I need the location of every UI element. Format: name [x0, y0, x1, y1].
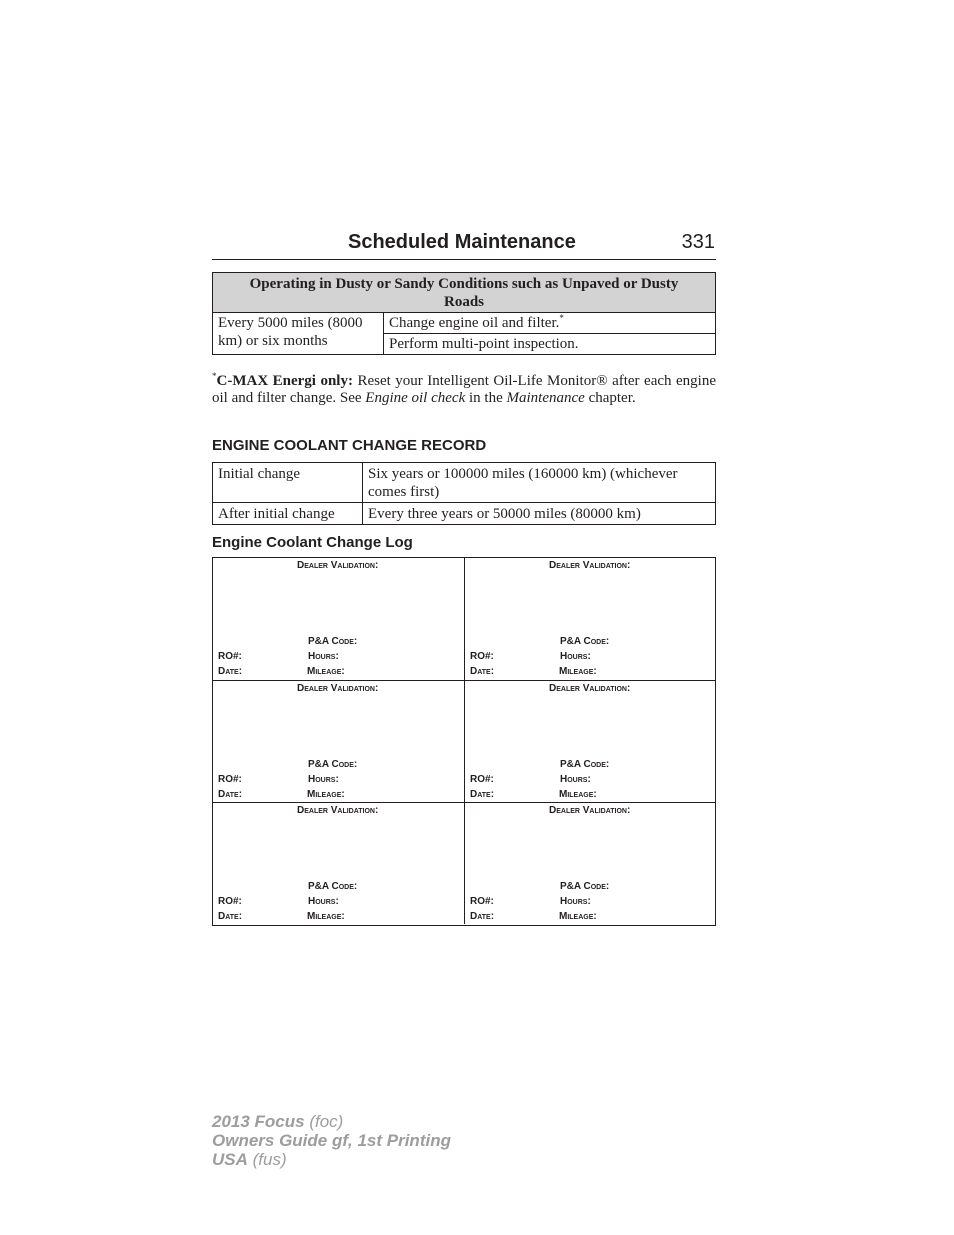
row-label: Initial change	[213, 463, 363, 503]
hours-label: Hours:	[308, 651, 339, 662]
pa-code-label: P&A Code:	[560, 759, 610, 770]
mileage-label: Mileage:	[307, 666, 345, 677]
date-label: Date:	[470, 789, 495, 800]
mileage-label: Mileage:	[559, 911, 597, 922]
section-heading: ENGINE COOLANT CHANGE RECORD	[212, 437, 487, 454]
log-entry	[213, 558, 464, 680]
dealer-validation-label: Dealer Validation:	[549, 683, 631, 694]
log-entry	[213, 802, 464, 924]
hours-label: Hours:	[308, 774, 339, 785]
table-row	[213, 463, 716, 503]
cross-reference: Engine oil check	[365, 390, 466, 406]
footnote-text: in the	[465, 390, 507, 406]
dusty-conditions-table	[212, 272, 716, 355]
mileage-label: Mileage:	[559, 666, 597, 677]
interval-cell: Every 5000 miles (8000 km) or six months	[213, 313, 384, 355]
footer-model-code: (foc)	[309, 1112, 344, 1131]
footnote-lead: C-MAX Energi only:	[216, 373, 353, 389]
page-header	[212, 229, 716, 260]
footer-line	[212, 1112, 451, 1131]
footnote-text: Reset your Intelligent Oil-Life Monitor® after each engine oil and filter change. See	[212, 373, 716, 406]
date-label: Date:	[470, 666, 495, 677]
footer-line	[212, 1131, 451, 1150]
dealer-validation-label: Dealer Validation:	[549, 805, 631, 816]
footer-market: USA	[212, 1150, 248, 1169]
page-number: 331	[681, 231, 715, 253]
row-value: Every three years or 50000 miles (80000 km)	[363, 503, 716, 525]
pa-code-label: P&A Code:	[308, 636, 358, 647]
dealer-validation-label: Dealer Validation:	[297, 560, 379, 571]
pa-code-label: P&A Code:	[308, 759, 358, 770]
date-label: Date:	[470, 911, 495, 922]
ro-label: RO#:	[218, 896, 242, 907]
footnote-marker: *	[212, 371, 217, 381]
task-cell	[384, 313, 716, 334]
hours-label: Hours:	[308, 896, 339, 907]
footer-line	[212, 1150, 451, 1169]
coolant-record-table	[212, 462, 716, 525]
date-label: Date:	[218, 666, 243, 677]
pa-code-label: P&A Code:	[560, 881, 610, 892]
ro-label: RO#:	[470, 651, 494, 662]
dealer-validation-label: Dealer Validation:	[549, 560, 631, 571]
dealer-validation-label: Dealer Validation:	[297, 683, 379, 694]
task-oil-change: Change engine oil and filter.	[389, 315, 560, 331]
ro-label: RO#:	[218, 651, 242, 662]
hours-label: Hours:	[560, 774, 591, 785]
mileage-label: Mileage:	[307, 789, 345, 800]
log-entry	[213, 680, 464, 802]
hours-label: Hours:	[560, 896, 591, 907]
subsection-heading: Engine Coolant Change Log	[212, 534, 413, 551]
page-footer	[212, 1112, 451, 1169]
log-entry	[464, 680, 715, 802]
chapter-title: Scheduled Maintenance	[348, 231, 576, 253]
row-label: After initial change	[213, 503, 363, 525]
ro-label: RO#:	[218, 774, 242, 785]
cross-reference: Maintenance	[506, 390, 585, 406]
task-cell: Perform multi-point inspection.	[384, 334, 716, 355]
ro-label: RO#:	[470, 896, 494, 907]
footer-model: 2013 Focus	[212, 1112, 305, 1131]
row-value: Six years or 100000 miles (160000 km) (whichever comes first)	[363, 463, 716, 503]
footnote-text: chapter.	[584, 390, 636, 406]
footer-guide: Owners Guide gf, 1st Printing	[212, 1131, 451, 1150]
ro-label: RO#:	[470, 774, 494, 785]
footer-market-code: (fus)	[252, 1150, 287, 1169]
dealer-validation-label: Dealer Validation:	[297, 805, 379, 816]
date-label: Date:	[218, 789, 243, 800]
log-entry	[464, 802, 715, 924]
coolant-change-log	[212, 557, 716, 926]
dusty-table-heading: Operating in Dusty or Sandy Conditions such as Unpaved or Dusty Roads	[213, 273, 716, 313]
pa-code-label: P&A Code:	[308, 881, 358, 892]
log-entry	[464, 558, 715, 680]
table-row	[213, 503, 716, 525]
date-label: Date:	[218, 911, 243, 922]
footnote-marker: *	[559, 313, 564, 323]
mileage-label: Mileage:	[559, 789, 597, 800]
mileage-label: Mileage:	[307, 911, 345, 922]
pa-code-label: P&A Code:	[560, 636, 610, 647]
hours-label: Hours:	[560, 651, 591, 662]
footnote	[212, 373, 716, 407]
